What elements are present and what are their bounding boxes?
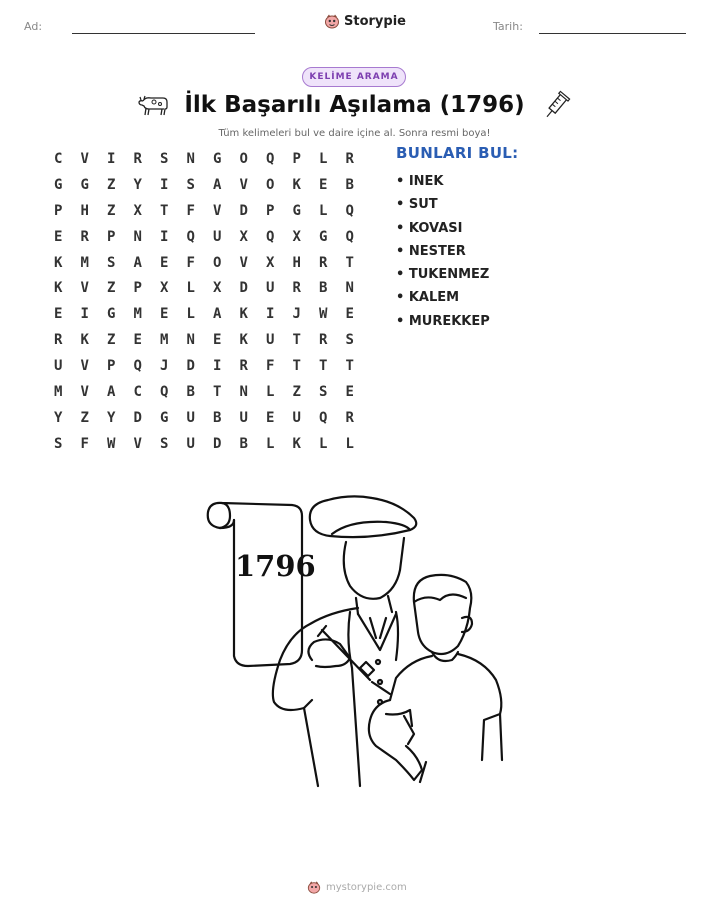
grid-cell[interactable]: L bbox=[186, 280, 195, 297]
footer-url[interactable]: mystorypie.com bbox=[326, 881, 407, 893]
brand-name: Storypie bbox=[344, 13, 406, 29]
grid-cell[interactable]: Q bbox=[133, 358, 142, 375]
grid-cell[interactable]: I bbox=[266, 306, 275, 323]
grid-cell[interactable]: Z bbox=[292, 383, 301, 400]
grid-cell[interactable]: A bbox=[213, 176, 222, 193]
grid-cell[interactable]: R bbox=[292, 280, 301, 297]
grid-cell[interactable]: E bbox=[213, 332, 222, 349]
grid-cell[interactable]: A bbox=[107, 383, 116, 400]
grid-cell[interactable]: N bbox=[133, 228, 142, 245]
grid-cell[interactable]: N bbox=[186, 332, 195, 349]
grid-cell[interactable]: L bbox=[345, 435, 354, 452]
grid-cell[interactable]: U bbox=[186, 409, 195, 426]
grid-cell[interactable]: K bbox=[292, 435, 301, 452]
grid-cell[interactable]: E bbox=[319, 176, 328, 193]
grid-cell[interactable]: R bbox=[239, 358, 248, 375]
grid-cell[interactable]: V bbox=[239, 176, 248, 193]
brand bbox=[324, 13, 406, 29]
grid-cell[interactable]: P bbox=[54, 202, 63, 219]
grid-cell[interactable]: S bbox=[107, 254, 116, 271]
grid-cell[interactable]: Z bbox=[107, 176, 116, 193]
grid-cell[interactable]: O bbox=[266, 176, 275, 193]
grid-cell[interactable]: M bbox=[80, 254, 89, 271]
scroll-year: 1796 bbox=[235, 549, 316, 583]
grid-cell[interactable]: X bbox=[160, 280, 169, 297]
grid-cell[interactable]: L bbox=[186, 306, 195, 323]
grid-cell[interactable]: P bbox=[266, 202, 275, 219]
grid-cell[interactable]: S bbox=[160, 435, 169, 452]
grid-cell[interactable]: W bbox=[319, 306, 328, 323]
grid-cell[interactable]: Z bbox=[107, 202, 116, 219]
grid-cell[interactable]: S bbox=[186, 176, 195, 193]
grid-cell[interactable]: E bbox=[160, 254, 169, 271]
word-list-item: • MUREKKEP bbox=[396, 313, 490, 329]
grid-cell[interactable]: K bbox=[292, 176, 301, 193]
grid-cell[interactable]: Q bbox=[345, 228, 354, 245]
grid-cell[interactable]: X bbox=[266, 254, 275, 271]
grid-cell[interactable]: T bbox=[345, 358, 354, 375]
grid-cell[interactable]: D bbox=[133, 409, 142, 426]
grid-cell[interactable]: T bbox=[160, 202, 169, 219]
grid-cell[interactable]: O bbox=[213, 254, 222, 271]
grid-cell[interactable]: V bbox=[80, 383, 89, 400]
grid-cell[interactable]: U bbox=[186, 435, 195, 452]
word-list bbox=[396, 170, 490, 333]
grid-cell[interactable]: Z bbox=[80, 409, 89, 426]
storypie-logo-icon bbox=[307, 880, 321, 894]
grid-cell[interactable]: I bbox=[160, 176, 169, 193]
grid-cell[interactable]: G bbox=[80, 176, 89, 193]
grid-cell[interactable]: T bbox=[345, 254, 354, 271]
grid-cell[interactable]: M bbox=[133, 306, 142, 323]
grid-cell[interactable]: F bbox=[266, 358, 275, 375]
grid-cell[interactable]: D bbox=[186, 358, 195, 375]
grid-cell[interactable]: X bbox=[292, 228, 301, 245]
grid-cell[interactable]: G bbox=[160, 409, 169, 426]
date-label: Tarih: bbox=[493, 20, 523, 33]
grid-cell[interactable]: L bbox=[266, 435, 275, 452]
grid-cell[interactable]: P bbox=[107, 228, 116, 245]
grid-cell[interactable]: K bbox=[239, 306, 248, 323]
grid-cell[interactable]: W bbox=[107, 435, 116, 452]
grid-cell[interactable]: X bbox=[133, 202, 142, 219]
grid-cell[interactable]: X bbox=[239, 228, 248, 245]
grid-cell[interactable]: S bbox=[54, 435, 63, 452]
grid-cell[interactable]: E bbox=[266, 409, 275, 426]
grid-cell[interactable]: Y bbox=[133, 176, 142, 193]
grid-cell[interactable]: G bbox=[319, 228, 328, 245]
grid-cell[interactable]: A bbox=[133, 254, 142, 271]
grid-cell[interactable]: C bbox=[133, 383, 142, 400]
grid-cell[interactable]: B bbox=[319, 280, 328, 297]
grid-cell[interactable]: G bbox=[54, 176, 63, 193]
grid-cell[interactable]: J bbox=[292, 306, 301, 323]
grid-cell[interactable]: M bbox=[160, 332, 169, 349]
name-line[interactable] bbox=[72, 33, 255, 34]
grid-cell[interactable]: Z bbox=[107, 332, 116, 349]
grid-cell[interactable]: N bbox=[345, 280, 354, 297]
grid-cell[interactable]: F bbox=[186, 202, 195, 219]
date-line[interactable] bbox=[539, 33, 686, 34]
grid-cell[interactable]: F bbox=[80, 435, 89, 452]
grid-cell[interactable]: U bbox=[239, 409, 248, 426]
grid-cell[interactable]: F bbox=[186, 254, 195, 271]
grid-cell[interactable]: H bbox=[292, 254, 301, 271]
grid-cell[interactable]: Q bbox=[345, 202, 354, 219]
grid-cell[interactable]: Y bbox=[107, 409, 116, 426]
grid-cell[interactable]: L bbox=[266, 383, 275, 400]
grid-cell[interactable]: G bbox=[213, 150, 222, 167]
grid-cell[interactable]: T bbox=[213, 383, 222, 400]
grid-cell[interactable]: L bbox=[319, 202, 328, 219]
grid-cell[interactable]: V bbox=[80, 358, 89, 375]
grid-cell[interactable]: Z bbox=[107, 280, 116, 297]
grid-cell[interactable]: J bbox=[160, 358, 169, 375]
grid-cell[interactable]: Q bbox=[319, 409, 328, 426]
grid-cell[interactable]: U bbox=[266, 280, 275, 297]
grid-cell[interactable]: M bbox=[54, 383, 63, 400]
grid-cell[interactable]: S bbox=[160, 150, 169, 167]
grid-cell[interactable]: V bbox=[80, 150, 89, 167]
grid-cell[interactable]: E bbox=[133, 332, 142, 349]
word-list-item: • NESTER bbox=[396, 243, 466, 259]
grid-cell[interactable]: V bbox=[80, 280, 89, 297]
word-search-grid bbox=[45, 146, 363, 457]
word-list-item: • SUT bbox=[396, 197, 438, 213]
word-list-item: • KOVASI bbox=[396, 220, 463, 236]
grid-cell[interactable]: U bbox=[54, 358, 63, 375]
grid-cell[interactable]: U bbox=[266, 332, 275, 349]
grid-cell[interactable]: T bbox=[319, 358, 328, 375]
grid-cell[interactable]: K bbox=[239, 332, 248, 349]
grid-cell[interactable]: K bbox=[54, 280, 63, 297]
grid-cell[interactable]: I bbox=[160, 228, 169, 245]
name-label: Ad: bbox=[24, 20, 43, 33]
grid-cell[interactable]: V bbox=[133, 435, 142, 452]
grid-cell[interactable]: Q bbox=[186, 228, 195, 245]
grid-cell[interactable]: E bbox=[160, 306, 169, 323]
grid-cell[interactable]: R bbox=[133, 150, 142, 167]
grid-cell[interactable]: B bbox=[213, 409, 222, 426]
vaccination-illustration bbox=[200, 490, 510, 790]
grid-cell[interactable]: S bbox=[345, 332, 354, 349]
grid-cell[interactable]: D bbox=[213, 435, 222, 452]
grid-cell[interactable]: P bbox=[292, 150, 301, 167]
grid-cell[interactable]: N bbox=[239, 383, 248, 400]
word-list-title: BUNLARI BUL: bbox=[396, 144, 519, 162]
grid-cell[interactable]: X bbox=[213, 280, 222, 297]
grid-cell[interactable]: Q bbox=[266, 150, 275, 167]
grid-cell[interactable]: S bbox=[319, 383, 328, 400]
grid-cell[interactable]: P bbox=[133, 280, 142, 297]
grid-cell[interactable]: U bbox=[213, 228, 222, 245]
grid-cell[interactable]: H bbox=[80, 202, 89, 219]
footer bbox=[307, 880, 407, 894]
grid-cell[interactable]: B bbox=[186, 383, 195, 400]
grid-cell[interactable]: T bbox=[292, 332, 301, 349]
grid-cell[interactable]: R bbox=[319, 254, 328, 271]
activity-badge: KELİME ARAMA bbox=[302, 67, 406, 87]
grid-cell[interactable]: Q bbox=[266, 228, 275, 245]
word-list-item: • TUKENMEZ bbox=[396, 267, 490, 283]
grid-cell[interactable]: I bbox=[213, 358, 222, 375]
grid-cell[interactable]: R bbox=[345, 409, 354, 426]
grid-cell[interactable]: E bbox=[54, 228, 63, 245]
grid-cell[interactable]: K bbox=[54, 254, 63, 271]
word-list-item: • INEK bbox=[396, 174, 444, 189]
grid-cell[interactable]: A bbox=[213, 306, 222, 323]
grid-cell[interactable]: I bbox=[107, 150, 116, 167]
grid-cell[interactable]: R bbox=[54, 332, 63, 349]
grid-cell[interactable]: V bbox=[239, 254, 248, 271]
word-list-item: • KALEM bbox=[396, 290, 460, 306]
grid-cell[interactable]: D bbox=[239, 202, 248, 219]
grid-cell[interactable]: Q bbox=[160, 383, 169, 400]
grid-cell[interactable]: R bbox=[345, 150, 354, 167]
grid-cell[interactable]: U bbox=[292, 409, 301, 426]
grid-cell[interactable]: R bbox=[80, 228, 89, 245]
grid-cell[interactable]: K bbox=[80, 332, 89, 349]
grid-cell[interactable]: G bbox=[292, 202, 301, 219]
grid-cell[interactable]: Y bbox=[54, 409, 63, 426]
grid-cell[interactable]: V bbox=[213, 202, 222, 219]
grid-cell[interactable]: B bbox=[345, 176, 354, 193]
grid-cell[interactable]: N bbox=[186, 150, 195, 167]
grid-cell[interactable]: B bbox=[239, 435, 248, 452]
grid-cell[interactable]: E bbox=[345, 383, 354, 400]
grid-cell[interactable]: T bbox=[292, 358, 301, 375]
grid-cell[interactable]: I bbox=[80, 306, 89, 323]
grid-cell[interactable]: E bbox=[54, 306, 63, 323]
grid-cell[interactable]: E bbox=[345, 306, 354, 323]
grid-cell[interactable]: L bbox=[319, 435, 328, 452]
grid-cell[interactable]: G bbox=[107, 306, 116, 323]
grid-cell[interactable]: R bbox=[319, 332, 328, 349]
page-title: İlk Başarılı Aşılama (1796) bbox=[184, 92, 525, 118]
grid-cell[interactable]: C bbox=[54, 150, 63, 167]
grid-cell[interactable]: D bbox=[239, 280, 248, 297]
instructions: Tüm kelimeleri bul ve daire içine al. Sonra resmi boya! bbox=[218, 128, 491, 139]
storypie-logo-icon bbox=[324, 13, 340, 29]
grid-cell[interactable]: P bbox=[107, 358, 116, 375]
grid-cell[interactable]: O bbox=[239, 150, 248, 167]
grid-cell[interactable]: L bbox=[319, 150, 328, 167]
